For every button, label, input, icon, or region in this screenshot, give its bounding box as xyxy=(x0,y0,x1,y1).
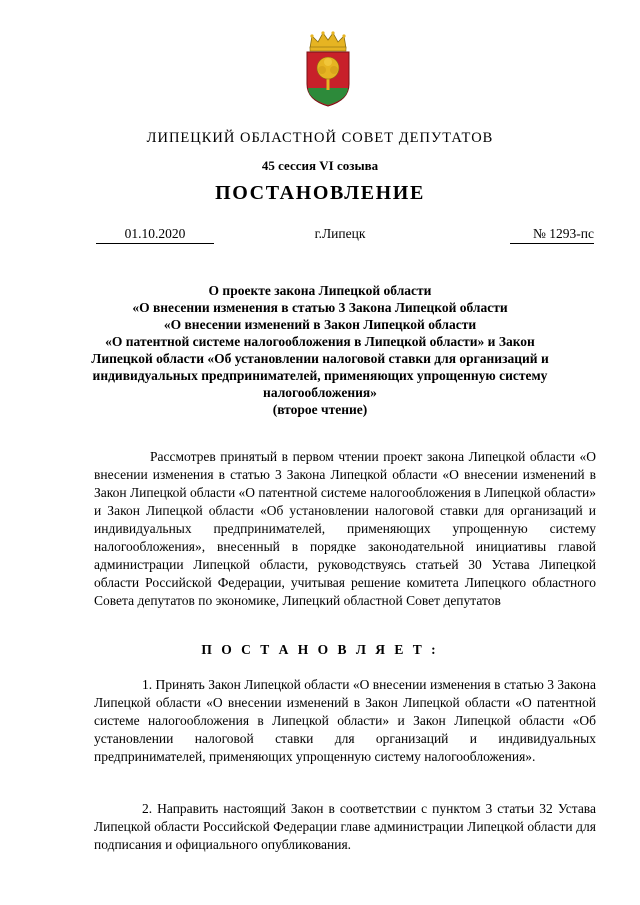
resolution-item-1: 1. Принять Закон Липецкой области «О внесении изменения в статью 3 Закона Липецкой области «О внесении изменений в Закон Липецкой области «О патентной системе налогообложения в Липецкой области» и Закон Липецкой области «Об установлении налоговой ставки для организаций и индивидуальных предпринимателей, применяющих упрощенную систему налогообложения». xyxy=(94,677,596,764)
coat-of-arms-icon xyxy=(302,28,354,108)
decides-heading: П О С Т А Н О В Л Я Е Т : xyxy=(201,642,439,657)
document-number: № 1293-пс xyxy=(510,226,594,244)
document-type: ПОСТАНОВЛЕНИЕ xyxy=(215,182,425,204)
session-label: 45 сессия VI созыва xyxy=(261,158,379,173)
document-date: 01.10.2020 xyxy=(96,226,214,244)
title-line: «О патентной системе налогообложения в Липецкой области» и Закон Липецкой области «Об установлении налоговой ставки для организаций и индивидуальных предпринимателей, применяющих упрощенную систему налогообложения» xyxy=(91,334,549,400)
title-line: (второе чтение) xyxy=(272,402,368,417)
preamble-paragraph: Рассмотрев принятый в первом чтении проект закона Липецкой области «О внесении изменения в статью 3 Закона Липецкой области «О внесении изменений в Закон Липецкой области «О патентной системе налогообложения в Липецкой области» и Закон Липецкой области «Об установлении налоговой ставки для организаций и индивидуальных предпринимателей, применяющих упрощенную систему налогообложения», внесенный в порядке законодательной инициативы главой администрации Липецкой области, руководствуясь статьей 30 Устава Липецкой области Российской Федерации, учитывая решение комитета Липецкого областного Совета депутатов по экономике, Липецкий областной Совет депутатов xyxy=(94,449,596,608)
title-line: «О внесении изменения в статью 3 Закона Липецкой области xyxy=(132,300,508,315)
title-line: «О внесении изменений в Закон Липецкой области xyxy=(163,317,477,332)
document-title xyxy=(90,282,550,418)
title-line: О проекте закона Липецкой области xyxy=(208,283,432,298)
document-city: г.Липецк xyxy=(314,226,366,241)
council-name: ЛИПЕЦКИЙ ОБЛАСТНОЙ СОВЕТ ДЕПУТАТОВ xyxy=(146,130,494,146)
resolution-item-2: 2. Направить настоящий Закон в соответствии с пунктом 3 статьи 32 Устава Липецкой области Российской Федерации главе администрации Липецкой области для подписания и официального опубликования. xyxy=(94,801,596,852)
